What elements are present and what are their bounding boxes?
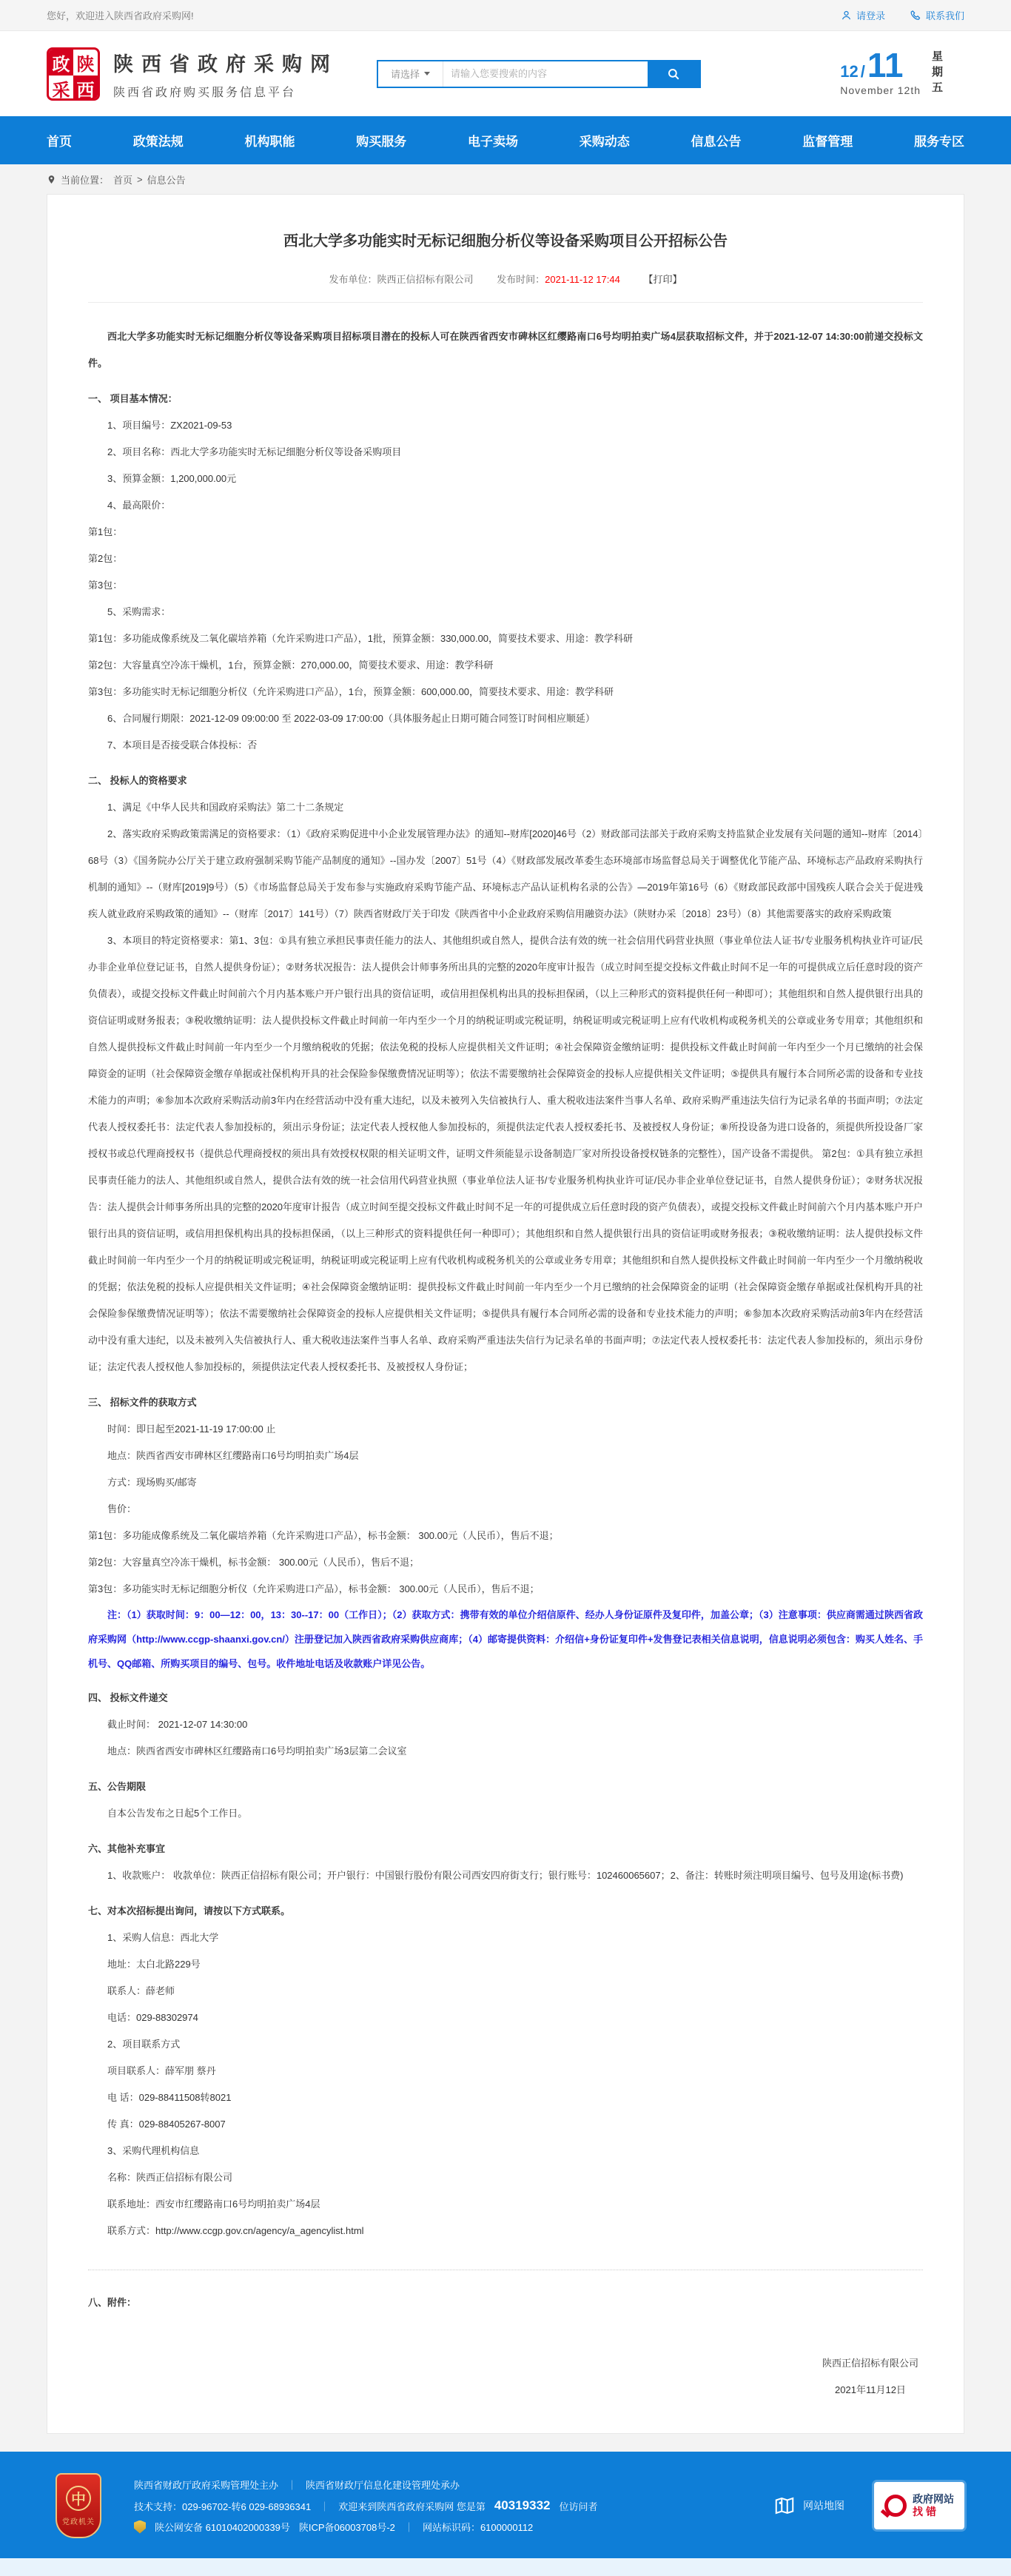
- nav-item-0[interactable]: 首页: [47, 135, 72, 149]
- nav-item-7[interactable]: 监督管理: [802, 135, 853, 149]
- doc-paragraph: 2、落实政府采购政策需满足的资格要求：（1）《政府采购促进中小企业发展管理办法》的通知--财库[2020]46号（2）财政部司法部关于政府采购支持监狱企业发展有关问题的通知--财库〔2014〕68号（3）《国务院办公厅关于建立政府强制采购节能产品制度的通知》--国办发〔2007〕51号（4）《财政部发展改革委生态环境部市场监督总局关于调整优化节能产品、环境标志产品政府采购执行机制的通知》--（财库[2019]9号）（5）《市场监督总局关于发布参与实施政府采购节能产品、环境标志产品认证机构名录的公告》—2019年第16号（6）《财政部民政部中国残疾人联合会关于促进残疾人就业政府采购政策的通知》--（财库〔2017〕141号）（7）陕西省财政厅关于印发《陕西省中小企业政府采购信用融资办法》（陕财办采〔2018〕23号）（8）其他需要落实的政府采购政策: [88, 828, 923, 919]
- doc-paragraph: 第1包：多功能成像系统及二氧化碳培养箱（允许采购进口产品），标书金额： 300.00元（人民币），售后不退；: [88, 1530, 559, 1541]
- location-pin-icon: [47, 174, 56, 185]
- main-nav: [0, 116, 1011, 164]
- section-heading: 五、公告期限: [88, 1781, 147, 1792]
- doc-paragraph: 第1包：: [88, 526, 123, 537]
- footer-text-block: [134, 2471, 598, 2540]
- doc-paragraph: 2、项目名称：西北大学多功能实时无标记细胞分析仪等设备采购项目: [107, 446, 402, 457]
- doc-paragraph: 传 真：029-88405267-8007: [107, 2119, 226, 2130]
- footer-welcome: 欢迎来到陕西省政府采购网 您是第: [338, 2500, 486, 2512]
- government-emblem-icon: [56, 2473, 101, 2538]
- site-title: 陕西省政府采购网: [113, 53, 338, 76]
- publish-time-value: 2021-11-12 17:44: [545, 274, 620, 285]
- doc-paragraph: 第2包：: [88, 553, 123, 564]
- doc-paragraph: 5、采购需求：: [107, 606, 171, 617]
- doc-paragraph: 联系人：薛老师: [107, 1985, 175, 1996]
- page-title: 西北大学多功能实时无标记细胞分析仪等设备采购项目公开招标公告: [283, 233, 728, 249]
- doc-paragraph: 第3包：多功能实时无标记细胞分析仪（允许采购进口产品），标书金额： 300.00元（人民币），售后不退；: [88, 1583, 540, 1594]
- emblem-glyph: 中: [66, 2486, 91, 2511]
- err-badge-title: 政府网站: [913, 2492, 954, 2505]
- doc-paragraph: 7、本项目是否接受联合体投标：否: [107, 739, 258, 751]
- contact-label: 联系我们: [925, 10, 964, 21]
- announcement-card: [47, 194, 964, 2434]
- topbar: [0, 0, 1011, 31]
- date-widget: [840, 45, 964, 97]
- search-icon: [667, 67, 680, 81]
- date-slash: /: [860, 62, 865, 81]
- doc-paragraph: 自本公告发布之日起5个工作日。: [107, 1808, 248, 1819]
- date-weekday: 星期五: [930, 50, 943, 97]
- doc-paragraph: 时间：即日起至2021-11-19 17:00:00 止: [107, 1423, 276, 1435]
- section-heading: 四、 投标文件递交: [88, 1692, 168, 1703]
- publisher-value: 陕西正信招标有限公司: [377, 274, 474, 285]
- err-badge-action: 找错: [913, 2506, 939, 2518]
- nav-item-5[interactable]: 采购动态: [579, 135, 630, 149]
- logo-char: 政: [49, 50, 73, 76]
- search-button[interactable]: [648, 61, 699, 87]
- footer-substrip: [0, 2558, 1011, 2576]
- print-button[interactable]: 【打印】: [643, 274, 682, 285]
- doc-paragraph: 电 话：029-88411508转8021: [107, 2092, 232, 2103]
- publish-time-label: 发布时间：: [497, 274, 545, 285]
- section-heading: 八、附件：: [88, 2297, 137, 2308]
- visitor-count: 40319332: [494, 2498, 551, 2512]
- doc-paragraph: 截止时间： 2021-12-07 14:30:00: [107, 1719, 248, 1730]
- emblem-label: 党政机关: [62, 2518, 95, 2526]
- section-heading: 三、 招标文件的获取方式: [88, 1397, 197, 1408]
- phone-icon: [910, 10, 921, 21]
- signature-block: [88, 2350, 923, 2404]
- doc-paragraph: 售价：: [107, 1503, 137, 1515]
- login-label: 请登录: [856, 10, 885, 21]
- doc-paragraph: 联系方式：http://www.ccgp.gov.cn/agency/a_agencylist.html: [107, 2225, 364, 2236]
- breadcrumb-label: 当前位置：: [61, 174, 110, 186]
- date-month-name: November: [840, 84, 894, 97]
- publisher-label: 发布单位：: [329, 274, 377, 285]
- doc-paragraph: 4、最高限价：: [107, 500, 171, 511]
- breadcrumb-separator: >: [137, 173, 143, 185]
- footer-divider: ｜: [403, 2522, 414, 2533]
- sitemap-icon: [773, 2495, 796, 2517]
- gov-site-error-report-badge[interactable]: [874, 2482, 964, 2529]
- doc-paragraph: 3、本项目的特定资格要求：第1、3包：①具有独立承担民事责任能力的法人、其他组织或自然人，提供合法有效的统一社会信用代码营业执照（事业单位法人证书/专业服务机构执业许可证/民办非企业单位登记证书，自然人提供身份证）；②财务状况报告：法人提供会计师事务所出具的完整的2020年度审计报告（成立时间至提交投标文件截止时间不足一年的可提供成立后任意时段的资产负债表），或提交投标文件截止时间前六个月内基本账户开户银行出具的资信证明，或信用担保机构出具的投标担保函，（以上三种形式的资料提供任何一种即可）；其他组织和自然人提供银行出具的资信证明或财务报表；③税收缴纳证明：法人提供投标文件截止时间前一年内至少一个月的纳税证明或完税证明，纳税证明或完税证明上应有代收机构或税务机关的公章或业务专用章；其他组织和自然人提供投标文件截止时间前一年内至少一个月缴纳税收的凭据；依法免税的投标人应提供相关文件证明；④社会保障资金缴纳证明：提供投标文件截止时间前一年内至少一个月已缴纳的社会保障资金的证明（社会保障资金缴存单据或社保机构开具的社会保险参保缴费情况证明等）；依法不需要缴纳社会保障资金的投标人应提供相关文件证明；⑤提供具有履行本合同所必需的设备和专业技术能力的声明；⑥参加本次政府采购活动前3年内在经营活动中没有重大违纪，以及未被列入失信被执行人、重大税收违法案件当事人名单、政府采购严重违法失信行为记录名单的书面声明；⑦法定代表人授权委托书：法定代表人参加投标的，须出示身份证；法定代表人授权他人参加投标的，须提供法定代表人授权委托书、及被授权人身份证；⑧所投设备为进口设备的，须提供所投设备厂家授权书或总代理商授权书（提供总代理商授权的须出具有效授权权限的相关证明文件，证明文件须能显示设备制造厂家对所投设备授权链条的完整性），国产设备不需提供。 第2包：①具有独立承担民事责任能力的法人、其他组织或自然人，提供合法有效的统一社会信用代码营业执照（事业单位法人证书/专业服务机构执业许可证/民办非企业单位登记证书，自然人提供身份证）；②财务状况报告：法人提供会计师事务所出具的完整的2020年度审计报告（成立时间至提交投标文件截止时间不足一年的可提供成立后任意时段的资产负债表），或提交投标文件截止时间前六个月内基本账户开户银行出具的资信证明，或信用担保机构出具的投标担保函，（以上三种形式的资料提供任何一种即可）；其他组织和自然人提供银行出具的资信证明或财务报表；③税收缴纳证明：法人提供投标文件截止时间前一年内至少一个月的纳税证明或完税证明，纳税证明或完税证明上应有代收机构或税务机关的公章或业务专用章；其他组织和自然人提供投标文件截止时间前一年内至少一个月缴纳税收的凭据；依法免税的投标人应提供相关文件证明；④社会保障资金缴纳证明：提供投标文件截止时间前一年内至少一个月已缴纳的社会保障资金的证明（社会保障资金缴存单据或社保机构开具的社会保险参保缴费情况证明等）；依法不需要缴纳社会保障资金的投标人应提供相关文件证明；⑤提供具有履行本合同所必需的设备和专业技术能力的声明；⑥参加本次政府采购活动前3年内在经营活动中没有重大违纪，以及未被列入失信被执行人、重大税收违法案件当事人名单、政府采购严重违法失信行为记录名单的书面声明；⑦法定代表人授权委托书：法定代表人参加投标的，须出示身份证；法定代表人授权他人参加投标的，须提供法定代表人授权委托书、及被授权人身份证；: [88, 935, 923, 1372]
- doc-paragraph: 第2包：大容量真空冷冻干燥机，1台，预算金额：270,000.00，简要技术要求、用途：教学科研: [88, 660, 494, 671]
- footer-cohost: 陕西省财政厅信息化建设管理处承办: [306, 2480, 460, 2491]
- doc-paragraph: 1、满足《中华人民共和国政府采购法》第二十二条规定: [107, 802, 344, 813]
- breadcrumb: [47, 164, 964, 194]
- logo-char: 陕: [76, 53, 95, 75]
- article-body: [88, 323, 923, 2316]
- section-heading: 七、对本次招标提出询问，请按以下方式联系。: [88, 1905, 291, 1916]
- footer-host: 陕西省财政厅政府采购管理处主办: [134, 2480, 279, 2491]
- section-heading: 六、其他补充事宜: [88, 1843, 166, 1854]
- contact-link[interactable]: [910, 8, 964, 22]
- footer-divider: ｜: [320, 2500, 330, 2512]
- date-month: 12: [840, 62, 859, 81]
- nav-item-3[interactable]: 购买服务: [356, 135, 407, 149]
- chevron-down-icon: [424, 72, 430, 76]
- search-input[interactable]: [443, 61, 648, 87]
- doc-paragraph: 第3包：多功能实时无标记细胞分析仪（允许采购进口产品），1台，预算金额：600,000.00，简要技术要求、用途：教学科研: [88, 686, 614, 697]
- doc-paragraph: 第3包：: [88, 580, 123, 591]
- article-meta: [88, 272, 923, 303]
- breadcrumb-bar: [0, 164, 1011, 194]
- user-icon: [841, 10, 852, 21]
- doc-paragraph: 联系地址：西安市红缨路南口6号均明拍卖广场4层: [107, 2198, 320, 2210]
- nav-item-8[interactable]: 服务专区: [914, 135, 964, 149]
- login-link[interactable]: [841, 8, 885, 22]
- doc-paragraph: 电话：029-88302974: [107, 2012, 198, 2023]
- doc-paragraph: 6、合同履行期限：2021-12-09 09:00:00 至 2022-03-09 17:00:00（具体服务起止日期可随合同签订时间相应顺延）: [107, 713, 595, 724]
- doc-paragraph: 西北大学多功能实时无标记细胞分析仪等设备采购项目招标项目潜在的投标人可在陕西省西安市碑林区红缨路南口6号均明拍卖广场4层获取招标文件，并于2021-12-07 14:30:00前递交投标文件。: [88, 331, 923, 369]
- sitemap-link[interactable]: [773, 2495, 844, 2517]
- search-select-label: 请选择: [390, 69, 420, 80]
- doc-paragraph: 1、采购人信息：西北大学: [107, 1932, 219, 1943]
- date-ordinal: 12th: [897, 84, 921, 97]
- doc-paragraph: 注：（1）获取时间：9：00—12：00，13：30--17：00（工作日）；（2）获取方式：携带有效的单位介绍信原件、经办人身份证原件及复印件，加盖公章；（3）注意事项：供应商需通过陕西省政府采购网（http://www.ccgp-shaanxi.gov.cn/）注册登记加入陕西省政府采购供应商库；（4）邮寄提供资料：介绍信+身份证复印件+发售登记表相关信息说明，信息说明必须包含：购买人姓名、手机号、QQ邮箱、所购买项目的编号、包号。收件地址电话及收款账户详见公告。: [88, 1609, 923, 1669]
- doc-paragraph: 1、项目编号：ZX2021-09-53: [107, 420, 232, 431]
- doc-paragraph: 3、预算金额：1,200,000.00元: [107, 473, 237, 484]
- footer-divider: ｜: [287, 2480, 298, 2491]
- doc-paragraph: 项目联系人：薛军朋 蔡丹: [107, 2065, 216, 2076]
- doc-paragraph: 1、收款账户： 收款单位：陕西正信招标有限公司；开户银行：中国银行股份有限公司西安四府街支行；银行账号：102460065607；2、备注：转账时须注明项目编号、包号及用途(标书费): [107, 1870, 904, 1881]
- nav-item-2[interactable]: 机构职能: [244, 135, 295, 149]
- footer-icp[interactable]: 陕ICP备06003708号-2: [298, 2522, 395, 2533]
- signature-company: 陕西正信招标有限公司: [822, 2358, 918, 2369]
- nav-item-4[interactable]: 电子卖场: [468, 135, 518, 149]
- logo-char: 西: [73, 76, 98, 101]
- nav-item-1[interactable]: 政策法规: [132, 135, 184, 149]
- section-heading: 一、 项目基本情况：: [88, 393, 178, 404]
- footer-welcome-suffix: 位访问者: [559, 2500, 598, 2512]
- signature-date: 2021年11月12日: [835, 2384, 906, 2395]
- footer-tech-support: 技术支持：029-96702-转6 029-68936341: [134, 2500, 312, 2512]
- welcome-text: 您好，欢迎进入陕西省政府采购网!: [47, 10, 194, 21]
- breadcrumb-home[interactable]: 首页: [113, 174, 133, 186]
- nav-item-6[interactable]: 信息公告: [691, 135, 742, 149]
- footer-site-code: 网站标识码：6100000112: [422, 2522, 534, 2533]
- logo-char: 采: [52, 78, 70, 101]
- doc-paragraph: 3、采购代理机构信息: [107, 2145, 200, 2156]
- search-category-select[interactable]: [378, 61, 443, 87]
- police-badge-icon: [134, 2520, 146, 2534]
- breadcrumb-current[interactable]: 信息公告: [147, 174, 186, 186]
- site-header: [0, 31, 1011, 116]
- doc-paragraph: 地点：陕西省西安市碑林区红缨路南口6号均明拍卖广场4层: [107, 1450, 359, 1461]
- date-day: 11: [867, 45, 904, 84]
- site-logo: [47, 47, 100, 101]
- doc-paragraph: 2、项目联系方式: [107, 2039, 181, 2050]
- footer-police-beian[interactable]: 陕公网安备 61010402000339号: [155, 2522, 290, 2533]
- doc-paragraph: 第2包：大容量真空冷冻干燥机，标书金额： 300.00元（人民币），售后不退；: [88, 1557, 420, 1568]
- doc-paragraph: 第1包：多功能成像系统及二氧化碳培养箱（允许采购进口产品），1批，预算金额：330,000.00，简要技术要求、用途：教学科研: [88, 633, 634, 644]
- doc-paragraph: 方式：现场购买/邮寄: [107, 1477, 197, 1488]
- magnifier-icon: [884, 2495, 907, 2517]
- brand-block: [113, 48, 338, 100]
- section-heading: 二、 投标人的资格要求: [88, 775, 187, 786]
- site-footer: [0, 2452, 1011, 2558]
- search-bar: [377, 60, 701, 88]
- sitemap-label: 网站地图: [803, 2500, 844, 2512]
- site-subtitle: 陕西省政府购买服务信息平台: [113, 86, 297, 99]
- doc-paragraph: 地址：太白北路229号: [107, 1959, 201, 1970]
- doc-paragraph: 名称：陕西正信招标有限公司: [107, 2172, 233, 2183]
- doc-paragraph: 地点：陕西省西安市碑林区红缨路南口6号均明拍卖广场3层第二会议室: [107, 1745, 407, 1757]
